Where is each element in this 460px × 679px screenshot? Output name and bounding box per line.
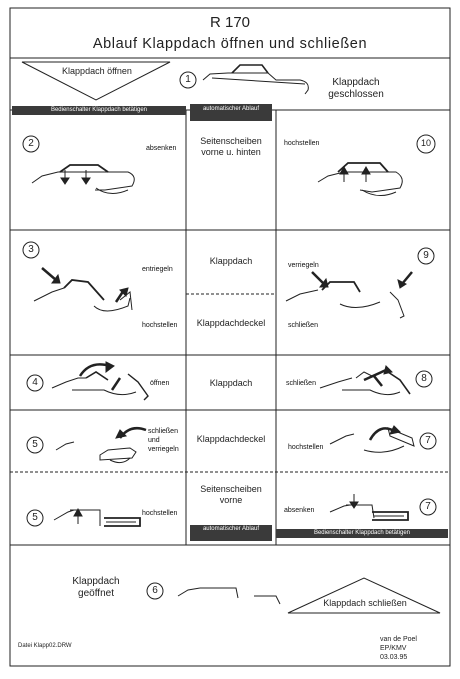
car-step7-drawing: [330, 426, 414, 452]
banner-top-mid: automatischer Ablauf: [202, 106, 260, 112]
step-number: 7: [425, 501, 431, 512]
step-label: schließen: [286, 380, 316, 387]
step-label: absenken: [146, 145, 177, 152]
step-label: hochstellen: [288, 444, 324, 451]
car-step10-drawing: [318, 163, 402, 196]
banner-top-left: Bedienschalter Klappdach betätigen: [50, 107, 148, 113]
middle-text: Klappdachdeckel: [196, 318, 266, 328]
car-step7b-drawing: [330, 494, 408, 520]
car-step4-drawing: [52, 362, 148, 400]
step-label: öffnen: [150, 380, 170, 387]
middle-text: Klappdach: [209, 256, 253, 266]
step-number: 7: [425, 435, 431, 446]
car-closed-drawing: [203, 65, 308, 94]
banner-bottom-right: Bedienschalter Klappdach betätigen: [313, 530, 411, 536]
file-name: Datei Klapp02.DRW: [18, 643, 72, 649]
model-title: R 170: [209, 14, 251, 31]
middle-text: Klappdachdeckel: [196, 434, 266, 444]
car-step9-drawing: [286, 272, 412, 318]
step-number: 3: [28, 244, 34, 255]
car-step3-drawing: [34, 268, 132, 311]
step-label: hochstellen: [142, 322, 178, 329]
step-number: 6: [152, 585, 158, 596]
middle-text: Seitenscheiben vorne: [200, 484, 262, 505]
step-label: schließen und verriegeln: [148, 428, 179, 453]
middle-text: Seitenscheiben vorne u. hinten: [200, 136, 262, 157]
step-number: 2: [28, 138, 34, 149]
step-label: hochstellen: [284, 140, 320, 147]
author: van de Poel: [380, 636, 417, 643]
banner-bottom-mid: automatischer Ablauf: [202, 526, 260, 532]
open-roof-label: Klappdach öffnen: [62, 66, 132, 76]
middle-text: Klappdach: [209, 378, 253, 388]
step-number: 9: [423, 250, 429, 261]
step-number: 10: [420, 138, 431, 148]
step-label: verriegeln: [288, 262, 319, 269]
step-label: entriegeln: [142, 266, 173, 273]
car-step2-drawing: [32, 165, 134, 194]
step-number: 5: [32, 512, 38, 523]
step-label: schließen: [288, 322, 318, 329]
department: EP/KMV: [380, 645, 407, 652]
car-step5b-drawing: [54, 509, 140, 526]
date: 03.03.95: [380, 654, 408, 661]
car-opened-drawing: [178, 588, 280, 604]
page-title: Ablauf Klappdach öffnen und schließen: [92, 36, 368, 52]
step-label: absenken: [284, 507, 315, 514]
step-label: hochstellen: [142, 510, 178, 517]
close-roof-label: Klappdach schließen: [323, 598, 407, 608]
state-opened: Klappdach geöffnet: [72, 576, 120, 599]
step-number: 8: [421, 373, 427, 384]
step-number: 1: [185, 74, 191, 85]
car-step8-drawing: [320, 366, 410, 395]
car-step5-drawing: [56, 428, 146, 462]
step-number: 4: [32, 377, 38, 388]
step-number: 5: [32, 439, 38, 450]
state-closed: Klappdach geschlossen: [328, 77, 384, 100]
